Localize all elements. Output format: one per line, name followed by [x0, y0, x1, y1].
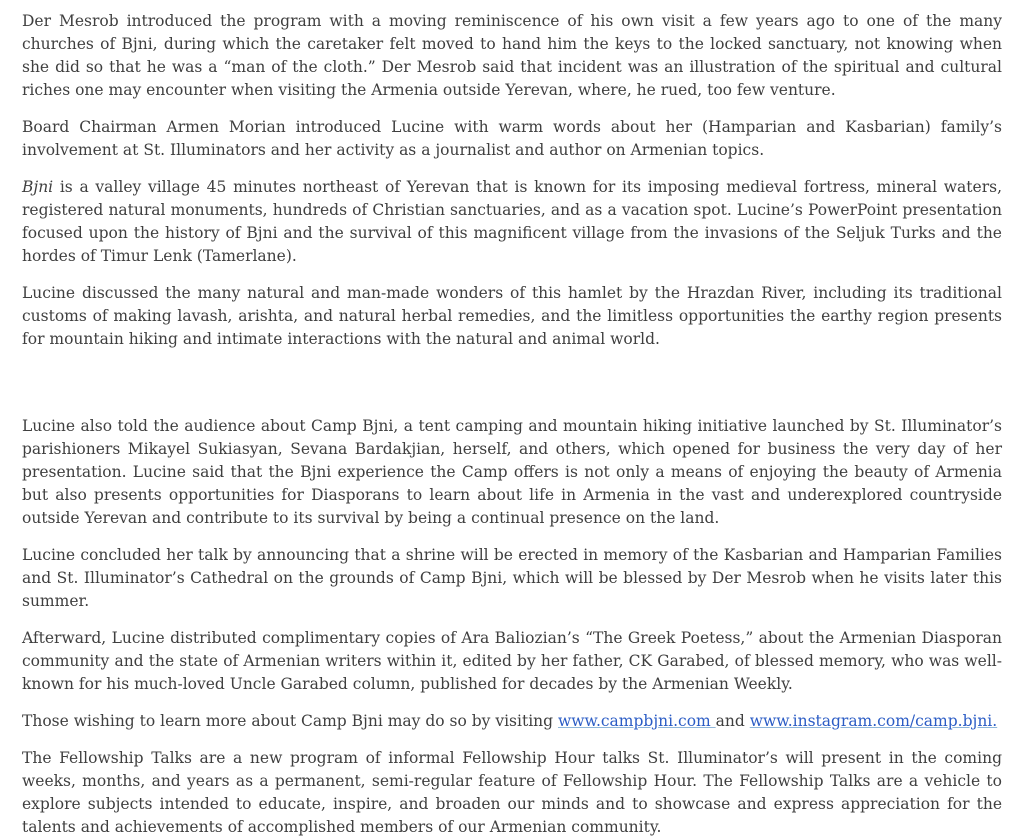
paragraph-shrine-announcement: [22, 544, 1002, 613]
paragraph-fellowship-talks: [22, 747, 1002, 839]
paragraph-text: Board Chairman Armen Morian introduced Lucine with warm words about her (Hamparian and Kasbarian) family’s involvement at St. Illuminators and her activity as a journalist and author on Armenian topics.: [22, 118, 1002, 159]
paragraph-text: Lucine also told the audience about Camp Bjni, a tent camping and mountain hiking initiative launched by St. Illuminator’s parishioners Mikayel Sukiasyan, Sevana Bardakjian, herself, and others, which opened for business the very day of her presentation. Lucine said that the Bjni experience the Camp offers is not only a means of enjoying the beauty of Armenia but also presents opportunities for Diasporans to learn about life in Armenia in the vast and underexplored countryside outside Yerevan and contribute to its survival by being a continual presence on the land.: [22, 417, 1002, 527]
paragraph-text-italic: Bjni: [22, 178, 54, 196]
paragraph-text: Lucine concluded her talk by announcing that a shrine will be erected in memory of the Kasbarian and Hamparian Families and St. Illuminator’s Cathedral on the grounds of Camp Bjni, which will be blessed by Der Mesrob when he visits later this summer.: [22, 546, 1002, 610]
paragraph-camp-bjni: [22, 415, 1002, 530]
paragraph-greek-poetess: [22, 627, 1002, 696]
link-campbjni-website[interactable]: www.campbjni.com: [557, 712, 716, 730]
paragraph-bjni-village: [22, 176, 1002, 268]
paragraph-board-chairman: [22, 116, 1002, 162]
paragraph-learn-more-links: [22, 710, 1002, 733]
link-campbjni-instagram[interactable]: www.instagram.com/camp.bjni.: [749, 712, 998, 730]
empty-paragraph-gap: [22, 365, 1002, 415]
paragraph-text: Afterward, Lucine distributed complimentary copies of Ara Baliozian’s “The Greek Poetess,” about the Armenian Diasporan community and the state of Armenian writers within it, edited by her father, CK Garabed, of blessed memory, who was well-known for his much-loved Uncle Garabed column, published for decades by the Armenian Weekly.: [22, 629, 1002, 693]
paragraph-hrazdan-wonders: [22, 282, 1002, 351]
paragraph-text: and: [715, 712, 750, 730]
paragraph-text: Der Mesrob introduced the program with a moving reminiscence of his own visit a few years ago to one of the many churches of Bjni, during which the caretaker felt moved to hand him the keys to the locked sanctuary, not knowing when she did so that he was a “man of the cloth.” Der Mesrob said that incident was an illustration of the spiritual and cultural riches one may encounter when visiting the Armenia outside Yerevan, where, he rued, too few venture.: [22, 12, 1002, 99]
paragraph-text: The Fellowship Talks are a new program of informal Fellowship Hour talks St. Illuminator’s will present in the coming weeks, months, and years as a permanent, semi-regular feature of Fellowship Hour. The Fellowship Talks are a vehicle to explore subjects intended to educate, inspire, and broaden our minds and to showcase and express appreciation for the talents and achievements of accomplished members of our Armenian community.: [22, 749, 1002, 836]
paragraph-text: is a valley village 45 minutes northeast of Yerevan that is known for its imposing medieval fortress, mineral waters, registered natural monuments, hundreds of Christian sanctuaries, and as a vacation spot. Lucine’s PowerPoint presentation focused upon the history of Bjni and the survival of this magnificent village from the invasions of the Seljuk Turks and the hordes of Timur Lenk (Tamerlane).: [22, 178, 1002, 265]
paragraph-text: Those wishing to learn more about Camp Bjni may do so by visiting: [22, 712, 558, 730]
paragraph-der-mesrob-intro: [22, 10, 1002, 102]
paragraph-text: Lucine discussed the many natural and man-made wonders of this hamlet by the Hrazdan River, including its traditional customs of making lavash, arishta, and natural herbal remedies, and the limitless opportunities the earthy region presents for mountain hiking and intimate interactions with the natural and animal world.: [22, 284, 1002, 348]
